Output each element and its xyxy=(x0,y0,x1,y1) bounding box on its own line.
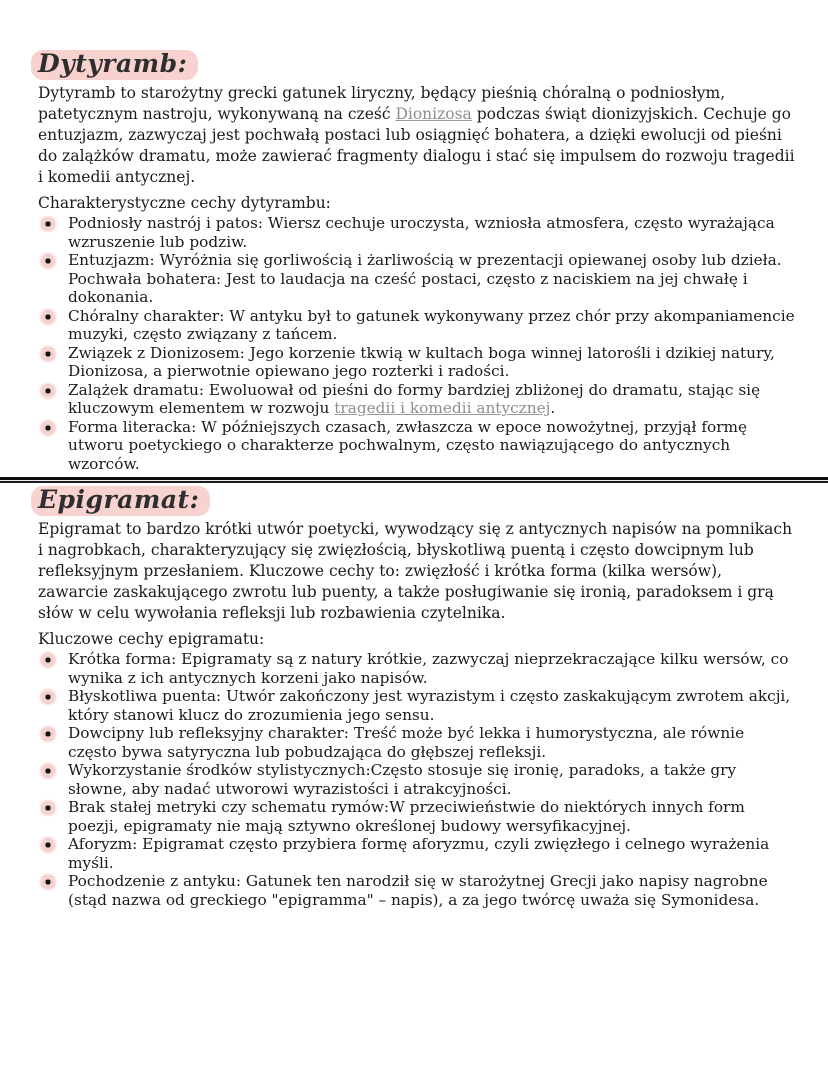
section-intro: Dytyramb to starożytny grecki gatunek liryczny, będący pieśnią chóralną o podniosłym, patetycznym nastroju, wykonywaną na cześć Dionizosa podczas świąt dionizyjskich. Cechuje go entuzjazm, zazwyczaj jest pochwałą postaci lub osiągnięć bohatera, a dzięki ewolucji od pieśni do zalążków dramatu, może zawierać fragmenty dialogu i stać się impulsem do rozwoju tragedii i komedii antycznej. xyxy=(38,84,795,186)
section-heading-row xyxy=(31,50,796,80)
bullet-icon xyxy=(39,799,57,817)
list-title: Charakterystyczne cechy dytyrambu: xyxy=(38,194,331,212)
list-item-text: Forma literacka: W późniejszych czasach, zwłaszcza w epoce nowożytnej, przyjął formę utworu poetyckiego o charakterze pochwalnym, często nawiązującego do antycznych wzorców. xyxy=(68,417,748,473)
list-item xyxy=(38,650,796,687)
feature-list xyxy=(38,214,796,473)
list-item xyxy=(38,418,796,474)
list-item xyxy=(38,687,796,724)
list-item-text: Krótka forma: Epigramaty są z natury krótkie, zazwyczaj nieprzekraczające kilku wersów, co wynika z ich antycznych korzeni jako napisów. xyxy=(68,650,789,687)
list-item-text: Brak stałej metryki czy schematu rymów:W przeciwieństwie do niektórych innych form poezji, epigramaty nie mają sztywno określonej budowy wersyfikacyjnej. xyxy=(68,798,745,835)
list-item xyxy=(38,724,796,761)
section-intro: Epigramat to bardzo krótki utwór poetycki, wywodzący się z antycznych napisów na pomnikach i nagrobkach, charakteryzujący się zwięzłością, błyskotliwą puentą i często dowcipnym lub refleksyjnym przesłaniem. Kluczowe cechy to: zwięzłość i krótka forma (kilka wersów), zawarcie zaskakującego zwrotu lub puenty, a także posługiwanie się ironią, paradoksem i grą słów w celu wywołania refleksji lub rozbawienia czytelnika. xyxy=(38,520,793,622)
list-item xyxy=(38,344,796,381)
bullet-icon xyxy=(39,382,57,400)
list-item-text: Błyskotliwa puenta: Utwór zakończony jest wyrazistym i często zaskakującym zwrotem akcji, który stanowi klucz do zrozumienia jego sensu. xyxy=(68,687,791,724)
bullet-icon xyxy=(39,252,57,270)
bullet-icon xyxy=(39,725,57,743)
list-title: Kluczowe cechy epigramatu: xyxy=(38,630,265,648)
bullet-icon xyxy=(39,873,57,891)
bullet-icon xyxy=(39,688,57,706)
list-item-text: Chóralny charakter: W antyku był to gatunek wykonywany przez chór przy akompaniamencie muzyki, często związany z tańcem. xyxy=(68,306,795,343)
bullet-icon xyxy=(39,215,57,233)
section-dytyramb xyxy=(38,50,796,473)
list-item xyxy=(38,761,796,798)
bullet-icon xyxy=(39,651,57,669)
bullet-icon xyxy=(39,836,57,854)
list-item xyxy=(38,798,796,835)
list-item-text: Związek z Dionizosem: Jego korzenie tkwią w kultach boga winnej latorośli i dzikiej natury, Dionizosa, a pierwotnie opiewano jego rozterki i radości. xyxy=(68,343,775,380)
list-item xyxy=(38,214,796,251)
list-item-text: Wykorzystanie środków stylistycznych:Często stosuje się ironię, paradoks, a także gry słowne, aby nadać utworowi wyrazistości i atrakcyjności. xyxy=(68,761,737,798)
inline-link[interactable]: Dionizosa xyxy=(395,105,472,123)
feature-list xyxy=(38,650,796,909)
bullet-icon xyxy=(39,419,57,437)
list-item-text: Pochodzenie z antyku: Gatunek ten narodził się w starożytnej Grecji jako napisy nagrobne (stąd nazwa od greckiego "epigramma" – napis), a za jego twórcę uważa się Symonidesa. xyxy=(68,872,768,909)
list-item xyxy=(38,307,796,344)
section-divider xyxy=(0,477,828,483)
list-item xyxy=(38,381,796,418)
list-item-text: Zalążek dramatu: Ewoluował od pieśni do formy bardziej zbliżonej do dramatu, stając się kluczowym elementem w rozwoju tragedii i komedii antycznej. xyxy=(68,380,761,417)
section-heading-row xyxy=(31,486,796,516)
bullet-icon xyxy=(39,762,57,780)
inline-link[interactable]: tragedii i komedii antycznej xyxy=(334,399,551,417)
list-item-text: Entuzjazm: Wyróżnia się gorliwością i żarliwością w prezentacji opiewanej osoby lub dzieła. Pochwała bohatera: Jest to laudacja na cześć postaci, często z naciskiem na jej chwałę i dokonania. xyxy=(68,251,782,306)
list-item xyxy=(38,251,796,307)
list-item-text: Aforyzm: Epigramat często przybiera formę aforyzmu, czyli zwięzłego i celnego wyrażenia myśli. xyxy=(68,835,770,872)
bullet-icon xyxy=(39,345,57,363)
section-heading: Dytyramb: xyxy=(31,50,198,80)
section-epigramat xyxy=(38,486,796,909)
list-item-text: Dowcipny lub refleksyjny charakter: Treść może być lekka i humorystyczna, ale równie często bywa satyryczna lub pobudzająca do głębszej refleksji. xyxy=(68,724,745,761)
list-item xyxy=(38,835,796,872)
bullet-icon xyxy=(39,308,57,326)
list-item xyxy=(38,872,796,909)
list-item-text: Podniosły nastrój i patos: Wiersz cechuje uroczysta, wzniosła atmosfera, często wyrażająca wzruszenie lub podziw. xyxy=(68,214,775,251)
section-heading: Epigramat: xyxy=(31,486,210,516)
